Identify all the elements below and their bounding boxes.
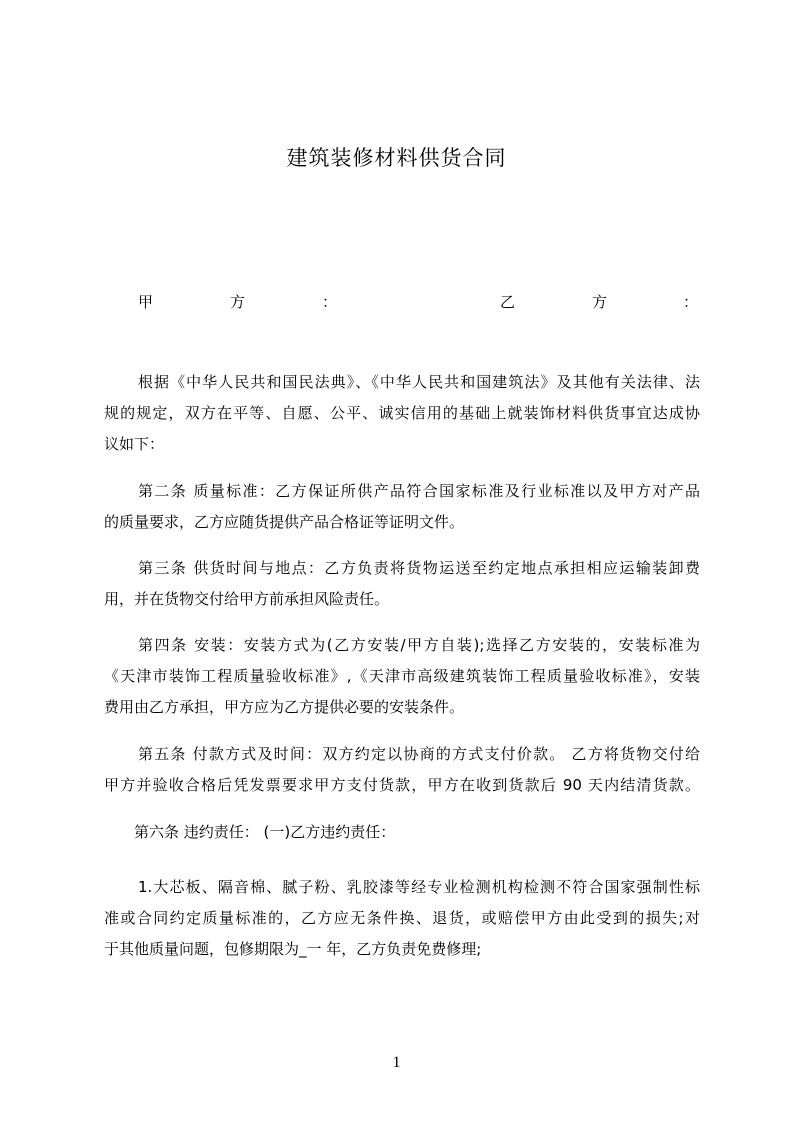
article-3-paragraph — [104, 553, 700, 615]
preamble-line: 根据《中华人民共和国民法典》、《中华人民共和国建筑法》及其他有关法律、法 — [138, 373, 700, 391]
article-4-line: 费用由乙方承担，甲方应为乙方提供必要的安装条件。 — [104, 698, 465, 716]
clause-1-line: 1.大芯板、隔音棉、腻子粉、乳胶漆等经专业检测机构检测不符合国家强制性标 — [138, 878, 700, 896]
party-a-colon: ： — [322, 293, 338, 311]
article-6-paragraph — [104, 817, 700, 848]
article-4-line: 第四条 安装：安装方式为(乙方安装/甲方自装);选择乙方安装的，安装标准为 — [138, 636, 700, 654]
party-b-label-char1: 乙 — [500, 293, 516, 311]
article-4-line: 《天津市装饰工程质量验收标准》,《天津市高级建筑装饰工程质量验收标准》，安装 — [104, 667, 700, 685]
article-5-paragraph — [104, 739, 700, 801]
party-a-label-char1: 甲 — [138, 293, 154, 311]
clause-1-line: 于其他质量问题，包修期限为_一 年，乙方负责免费修理; — [104, 940, 482, 958]
article-3-line: 第三条 供货时间与地点：乙方负责将货物运送至约定地点承担相应运输装卸费 — [138, 559, 700, 577]
article-3-line: 用，并在货物交付给甲方前承担风险责任。 — [104, 590, 390, 608]
article-6-line: 第六条 违约责任： (一)乙方违约责任： — [134, 823, 396, 841]
article-5-line: 第五条 付款方式及时间：双方约定以协商的方式支付价款。 乙方将货物交付给 — [138, 745, 700, 763]
party-b-colon: ： — [683, 293, 699, 311]
article-2-paragraph — [104, 476, 700, 538]
preamble-paragraph — [104, 367, 700, 460]
clause-1-line: 准或合同约定质量标准的，乙方应无条件换、退货，或赔偿甲方由此受到的损失;对 — [104, 909, 700, 927]
party-b-label-char2: 方 — [592, 293, 608, 311]
article-2-line: 的质量要求，乙方应随货提供产品合格证等证明文件。 — [104, 513, 465, 531]
article-4-paragraph — [104, 630, 700, 723]
preamble-line: 议如下： — [104, 435, 165, 453]
preamble-line: 规的规定，双方在平等、自愿、公平、诚实信用的基础上就装饰材料供货事宜达成协 — [104, 404, 700, 422]
article-5-line: 甲方并验收合格后凭发票要求甲方支付货款，甲方在收到货款后 90 天内结清货款。 — [104, 776, 700, 794]
contract-title: 建筑装修材料供货合同 — [286, 146, 507, 170]
article-2-line: 第二条 质量标准：乙方保证所供产品符合国家标准及行业标准以及甲方对产品 — [138, 482, 700, 500]
parties-row — [138, 291, 698, 313]
party-a-label-char2: 方 — [230, 293, 246, 311]
clause-1-paragraph — [104, 872, 700, 965]
page-number: 1 — [392, 1054, 401, 1071]
